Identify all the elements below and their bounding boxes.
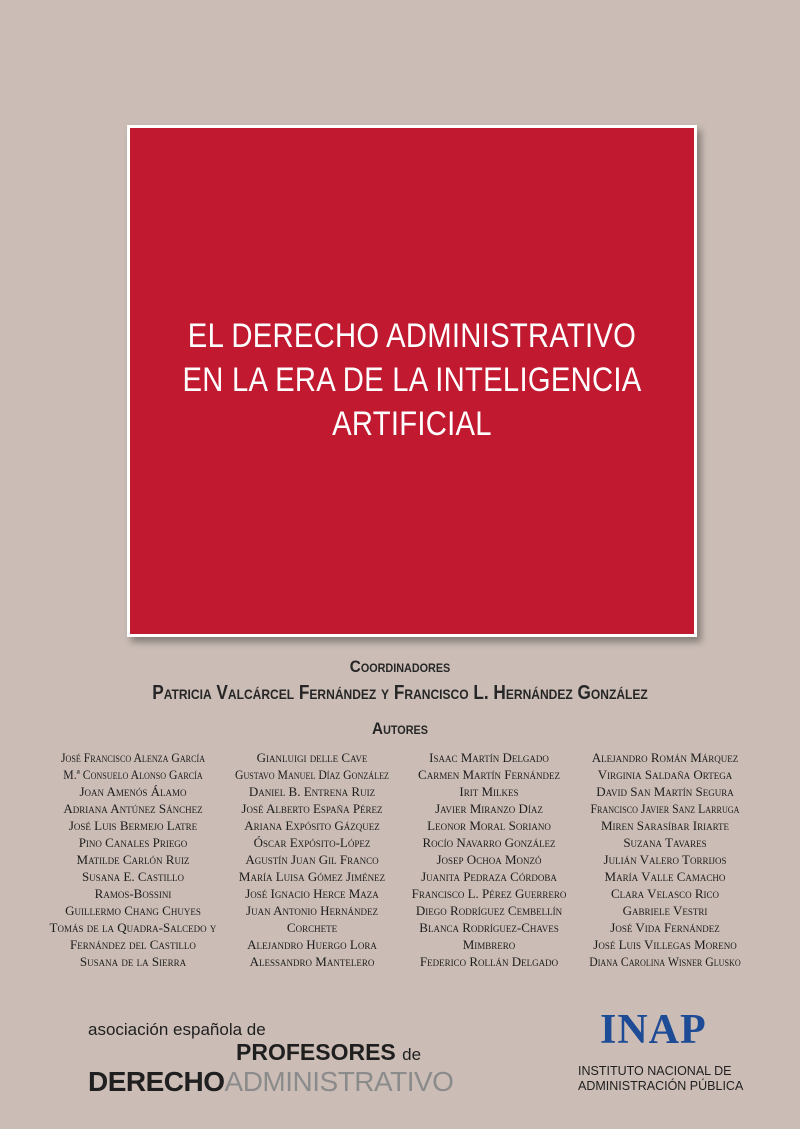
author-name: Gustavo Manuel Díaz González <box>235 767 389 782</box>
author-name: José Francisco Alenza García <box>60 750 206 765</box>
author-name: Francisco L. Pérez Guerrero <box>411 886 567 901</box>
author-name: Alessandro Mantelero <box>249 954 375 969</box>
authors-column-1 <box>33 749 233 970</box>
author-name: Josep Ochoa Monzó <box>436 852 542 867</box>
association-line-3 <box>88 1066 454 1097</box>
authors-column-4 <box>565 749 765 970</box>
association-administrativo: ADMINISTRATIVO <box>224 1066 454 1097</box>
author-name: M.ª Consuelo Alonso García <box>63 767 203 782</box>
author-name: Tomás de la Quadra-Salcedo y Fernández del Castillo <box>49 920 217 952</box>
author-name: José Ignacio Herce Maza <box>245 886 379 901</box>
author-name: José Luis Villegas Moreno <box>593 937 737 952</box>
author-name: Joan Amenós Álamo <box>79 784 187 799</box>
association-derecho: DERECHO <box>88 1066 225 1097</box>
author-name: María Valle Camacho <box>604 869 726 884</box>
title-line: EN LA ERA DE LA INTELIGENCIA <box>182 361 642 399</box>
coordinators-names: Patricia Valcárcel Fernández y Francisco L. Hernández González <box>152 682 648 704</box>
author-name: Leonor Moral Soriano <box>427 818 551 833</box>
association-line-1: asociación española de <box>88 1020 266 1039</box>
book-title <box>130 314 694 446</box>
coordinators-heading: Coordinadores <box>349 657 451 676</box>
author-name: David San Martín Segura <box>596 784 734 799</box>
author-name: Clara Velasco Rico <box>611 886 719 901</box>
inap-line-2: ADMINISTRACIÓN PÚBLICA <box>578 1079 744 1093</box>
inap-line-1: INSTITUTO NACIONAL DE <box>578 1064 732 1078</box>
association-profesores: PROFESORES <box>236 1039 396 1065</box>
author-name: Susana E. Castillo Ramos-Bossini <box>81 869 185 901</box>
author-name: Isaac Martín Delgado <box>429 750 549 765</box>
title-line: EL DERECHO ADMINISTRATIVO <box>187 317 637 355</box>
author-name: Gabriele Vestri <box>622 903 708 918</box>
author-name: Juan Antonio Hernández Corchete <box>246 903 378 935</box>
author-name: Juanita Pedraza Córdoba <box>421 869 557 884</box>
author-name: Alejandro Román Márquez <box>591 750 739 765</box>
author-name: Alejandro Huergo Lora <box>247 937 377 952</box>
author-name: Rocío Navarro González <box>422 835 556 850</box>
inap-logo-block <box>578 1008 748 1094</box>
inap-logo: INAP <box>600 1007 707 1053</box>
association-line-2 <box>88 1039 422 1067</box>
author-name: Ariana Expósito Gázquez <box>244 818 380 833</box>
author-name: Gianluigi delle Cave <box>256 750 368 765</box>
authors-column-3 <box>389 749 589 970</box>
author-name: Matilde Carlón Ruiz <box>76 852 190 867</box>
author-name: José Luis Bermejo Latre <box>68 818 198 833</box>
author-name: Virginia Saldaña Ortega <box>597 767 733 782</box>
title-line: ARTIFICIAL <box>332 405 492 443</box>
author-name: Irit Milkes <box>459 784 519 799</box>
author-name: Miren Sarasíbar Iriarte <box>600 818 730 833</box>
author-name: Agustín Juan Gil Franco <box>245 852 379 867</box>
author-name: Adriana Antúnez Sánchez <box>63 801 203 816</box>
author-name: Diana Carolina Wisner Glusko <box>589 954 741 969</box>
author-name: Julián Valero Torrijos <box>603 852 727 867</box>
author-name: Federico Rollán Delgado <box>419 954 559 969</box>
authors-column-2 <box>212 749 412 970</box>
author-name: José Vida Fernández <box>610 920 720 935</box>
title-box <box>127 125 697 637</box>
author-name: Suzana Tavares <box>623 835 707 850</box>
author-name: Blanca Rodríguez-Chaves Mimbrero <box>419 920 559 952</box>
author-name: Javier Miranzo Díaz <box>435 801 543 816</box>
author-name: Óscar Expósito-López <box>253 835 371 850</box>
author-name: Francisco Javier Sanz Larruga <box>590 801 740 816</box>
author-name: Diego Rodríguez Cembellín <box>415 903 563 918</box>
association-logo <box>88 1020 454 1097</box>
author-name: Carmen Martín Fernández <box>418 767 560 782</box>
author-name: María Luisa Gómez Jiménez <box>238 869 386 884</box>
author-name: Susana de la Sierra <box>79 954 187 969</box>
author-name: Guillermo Chang Chuyes <box>65 903 201 918</box>
author-name: Pino Canales Priego <box>78 835 188 850</box>
inap-name <box>578 1064 748 1094</box>
author-name: José Alberto España Pérez <box>241 801 383 816</box>
author-name: Daniel B. Entrena Ruiz <box>248 784 376 799</box>
authors-heading: Autores <box>372 719 428 738</box>
association-de: de <box>402 1045 422 1064</box>
